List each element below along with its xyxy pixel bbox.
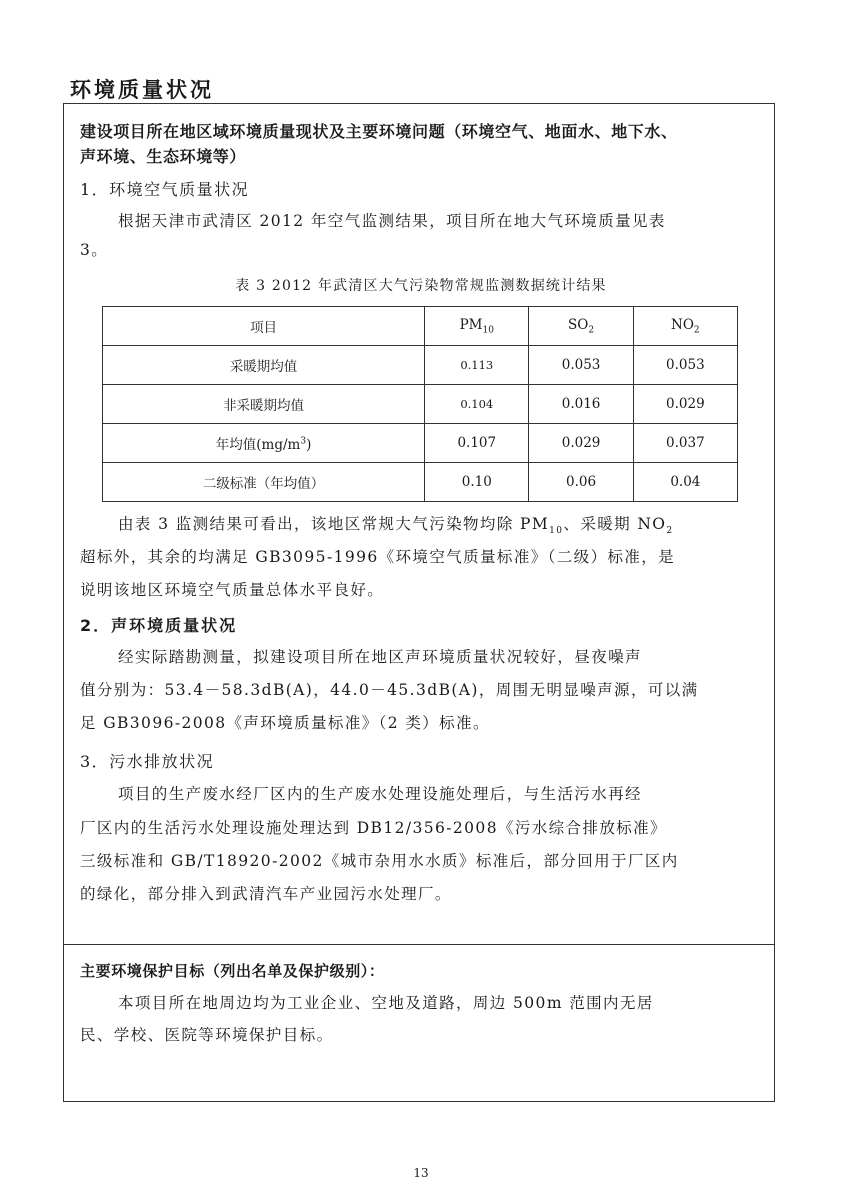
protection-line2: 民、学校、医院等环境保护目标。	[80, 1026, 334, 1044]
row-label: 采暖期均值	[103, 346, 425, 385]
noise-line3: 足 GB3096-2008《声环境质量标准》（2 类）标准。	[80, 714, 490, 732]
cell-no2: 0.037	[633, 424, 737, 463]
section1-heading-line1: 建设项目所在地区域环境质量现状及主要环境问题（环境空气、地面水、地下水、	[80, 122, 678, 141]
header-no2: $NO_2$	[633, 307, 737, 346]
header-pm10: $PM_{10}$	[425, 307, 529, 346]
cell-pm10: 0.10	[425, 463, 529, 502]
protection-line1: 本项目所在地周边均为工业企业、空地及道路，周边 500m 范围内无居	[118, 994, 654, 1012]
row-label: 年均值$(mg/m^3)$	[103, 424, 425, 463]
noise-line1: 经实际踏勘测量，拟建设项目所在地区声环境质量状况较好，昼夜噪声	[118, 648, 642, 666]
table-row	[103, 463, 738, 502]
row-label: 二级标准（年均值）	[103, 463, 425, 502]
row-label: 非采暖期均值	[103, 385, 425, 424]
protection-targets-heading: 主要环境保护目标（列出名单及保护级别）：	[80, 962, 385, 980]
sewage-line2: 厂区内的生活污水处理设施处理达到 DB12/356-2008《污水综合排放标准》	[80, 819, 667, 837]
table-row	[103, 346, 738, 385]
air-conclusion-line1: 由表 3 监测结果可看出，该地区常规大气污染物均除 $PM_{10}$、采暖期 $NO_2$	[118, 515, 674, 537]
cell-no2: 0.04	[633, 463, 737, 502]
table-row	[103, 385, 738, 424]
sewage-line4: 的绿化，部分排入到武清汽车产业园污水处理厂。	[80, 885, 452, 903]
noise-line2: 值分别为：53.4－58.3dB(A)，44.0－45.3dB(A)，周围无明显噪声源，可以满	[80, 681, 699, 699]
sewage-title: 3．污水排放状况	[80, 752, 215, 771]
cell-pm10: 0.107	[425, 424, 529, 463]
cell-so2: 0.053	[529, 346, 633, 385]
section-divider	[63, 944, 775, 945]
cell-so2: 0.016	[529, 385, 633, 424]
table-caption: 表 3 2012 年武清区大气污染物常规监测数据统计结果	[235, 278, 607, 294]
page-title: 环境质量状况	[70, 78, 214, 102]
sewage-line3: 三级标准和 GB/T18920-2002《城市杂用水水质》标准后，部分回用于厂区内	[80, 852, 679, 870]
air-quality-title: 1．环境空气质量状况	[80, 180, 250, 199]
air-quality-table	[102, 306, 738, 502]
header-so2: $SO_2$	[529, 307, 633, 346]
sewage-line1: 项目的生产废水经厂区内的生产废水处理设施处理后，与生活污水再经	[118, 785, 642, 803]
air-conclusion-line3: 说明该地区环境空气质量总体水平良好。	[80, 581, 385, 599]
air-intro-line1: 根据天津市武清区 2012 年空气监测结果，项目所在地大气环境质量见表	[118, 212, 666, 230]
cell-pm10: 0.113	[425, 346, 529, 385]
cell-so2: 0.029	[529, 424, 633, 463]
air-intro-line2: 3。	[80, 241, 109, 259]
content-frame	[63, 103, 775, 1102]
table-header-row	[103, 307, 738, 346]
air-conclusion-line2: 超标外，其余的均满足 GB3095-1996《环境空气质量标准》（二级）标准，是	[80, 548, 676, 566]
noise-quality-title: 2．声环境质量状况	[80, 616, 238, 635]
cell-so2: 0.06	[529, 463, 633, 502]
table-row	[103, 424, 738, 463]
cell-no2: 0.053	[633, 346, 737, 385]
section1-heading-line2: 声环境、生态环境等）	[80, 147, 247, 166]
cell-no2: 0.029	[633, 385, 737, 424]
page-number: 13	[413, 1166, 429, 1180]
header-item: 项目	[103, 307, 425, 346]
cell-pm10: 0.104	[425, 385, 529, 424]
